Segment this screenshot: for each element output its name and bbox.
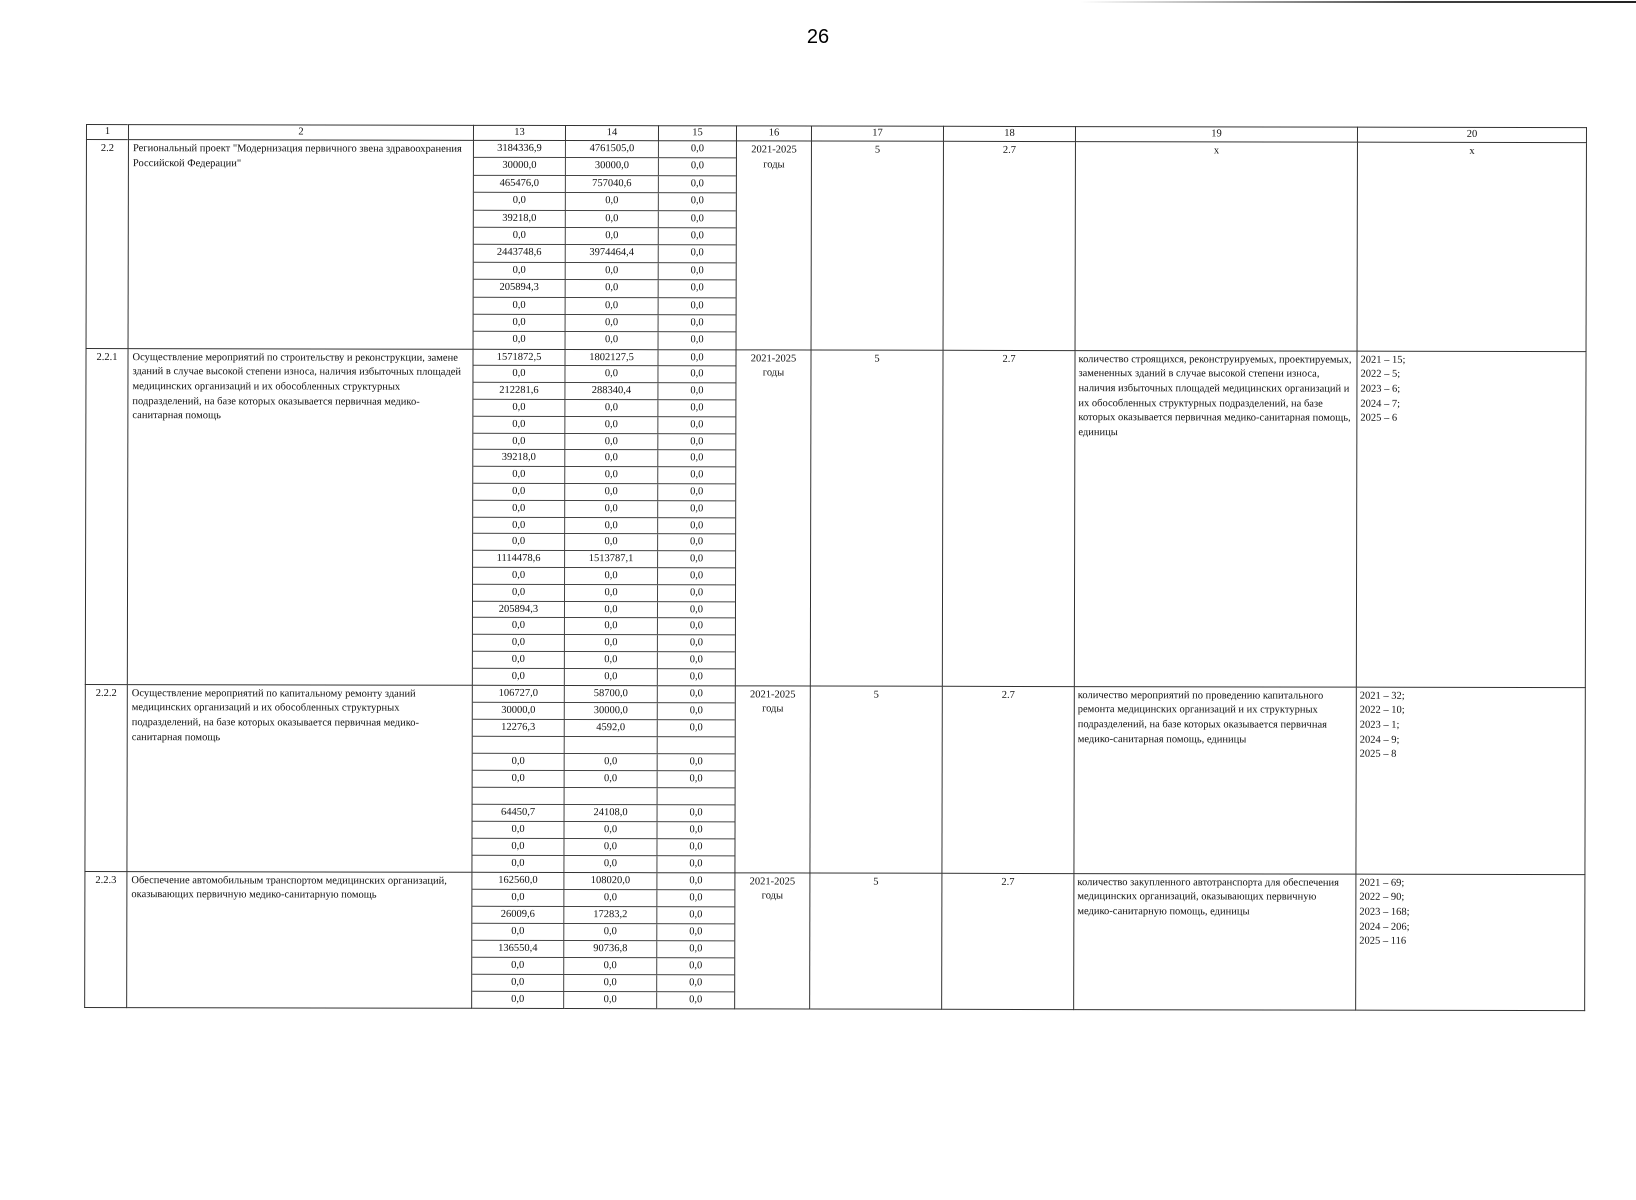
- value-cell: 0,0: [689, 671, 703, 683]
- value-cell: 0,0: [472, 838, 564, 854]
- value-cell: 1513787,1: [565, 551, 658, 567]
- value-cell: 12276,3: [473, 719, 565, 735]
- value-cell: 0,0: [565, 669, 658, 685]
- value-cell: 0,0: [690, 160, 704, 172]
- value-cell: 0,0: [689, 603, 704, 615]
- program-table: [84, 124, 1587, 1011]
- value-line: [472, 923, 734, 941]
- value-line: [473, 669, 735, 685]
- value-cell: 0,0: [565, 822, 658, 838]
- value-line: [473, 383, 735, 400]
- value-line: [474, 280, 736, 298]
- value-cell: 0,0: [689, 959, 703, 971]
- value-cell: 0,0: [473, 669, 565, 685]
- value-cell: 0,0: [473, 484, 565, 500]
- value-cell: 0,0: [689, 654, 703, 666]
- value-cell: 0,0: [690, 419, 704, 431]
- column-header: 13: [473, 125, 565, 140]
- column-17-value: 5: [810, 686, 942, 873]
- target-line: 2025 – 6: [1360, 413, 1398, 425]
- value-line: [473, 804, 735, 822]
- value-cell: 0,0: [690, 486, 704, 498]
- value-cell: 0,0: [565, 754, 658, 770]
- value-stack: [472, 872, 734, 1008]
- value-cell: 0,0: [474, 297, 566, 314]
- target-line: 2025 – 8: [1359, 749, 1397, 761]
- value-cell: 0,0: [472, 991, 564, 1007]
- value-cell: 0,0: [689, 587, 704, 599]
- value-line: [473, 467, 735, 484]
- target-line: 2021 – 69;: [1359, 877, 1405, 889]
- value-cell: 30000,0: [474, 158, 566, 175]
- value-line: [472, 838, 734, 856]
- value-cell: 0,0: [564, 890, 657, 906]
- value-cell: 0,0: [690, 351, 704, 363]
- value-line: [473, 787, 735, 805]
- value-cell: 212281,6: [473, 383, 565, 399]
- value-line: [473, 618, 735, 635]
- value-stack: [472, 685, 734, 872]
- target-line: 2021 – 15;: [1360, 354, 1406, 366]
- value-cell: 0,0: [473, 635, 565, 651]
- value-cell: 0,0: [690, 299, 704, 311]
- value-cell: 3974464,4: [566, 245, 659, 262]
- value-cell: 0,0: [473, 467, 565, 483]
- value-cell: 4761505,0: [566, 141, 659, 158]
- value-cell: 30000,0: [565, 703, 658, 719]
- value-cell: 0,0: [473, 585, 565, 601]
- row-number: 2.2: [86, 140, 128, 349]
- value-line: [473, 753, 735, 771]
- value-cell: 0,0: [565, 400, 658, 416]
- value-cell: 0,0: [690, 230, 704, 242]
- value-cell: 0,0: [689, 687, 703, 699]
- value-cell: 162560,0: [472, 872, 564, 888]
- value-cell: 64450,7: [473, 804, 565, 820]
- value-line: [474, 228, 736, 246]
- value-line: [473, 702, 735, 720]
- target-line: 2024 – 9;: [1359, 734, 1400, 746]
- value-cell: 0,0: [565, 771, 658, 787]
- indicator-targets: [1356, 874, 1585, 1010]
- value-cell: 0,0: [566, 280, 659, 297]
- value-cell: 0,0: [690, 503, 704, 515]
- value-cell: 0,0: [472, 974, 564, 990]
- value-cell: 1802127,5: [565, 350, 658, 366]
- column-header: 20: [1357, 127, 1586, 142]
- value-line: [474, 193, 736, 211]
- value-cell: 0,0: [566, 315, 659, 332]
- value-cell: 0,0: [689, 993, 703, 1005]
- value-cell: 0,0: [690, 368, 704, 380]
- value-cell: 0,0: [565, 534, 658, 550]
- table-row: [85, 871, 1585, 1010]
- value-line: [473, 652, 735, 669]
- column-18-value: 2.7: [942, 686, 1074, 873]
- value-cell: 0,0: [565, 484, 658, 500]
- value-cell: 0,0: [564, 839, 657, 855]
- value-cell: 0,0: [565, 501, 658, 517]
- value-line: [473, 821, 735, 839]
- value-cell: [658, 737, 735, 753]
- value-cell: 0,0: [474, 193, 566, 210]
- period: 2021-2025 годы: [735, 685, 810, 872]
- value-line: [473, 417, 735, 434]
- value-cell: 0,0: [565, 618, 658, 634]
- value-cell: 0,0: [474, 332, 566, 349]
- funding-values: [472, 685, 735, 873]
- value-cell: 30000,0: [473, 702, 565, 718]
- value-cell: 0,0: [565, 652, 658, 668]
- indicator-description: х: [1075, 142, 1357, 351]
- target-line: 2024 – 7;: [1360, 398, 1401, 410]
- value-cell: 2443748,6: [474, 245, 566, 262]
- target-line: 2022 – 90;: [1359, 891, 1405, 904]
- value-cell: 1114478,6: [473, 551, 565, 567]
- value-cell: 0,0: [473, 770, 565, 786]
- value-cell: 0,0: [689, 620, 704, 632]
- column-18-value: 2.7: [943, 141, 1075, 350]
- target-line: 2023 – 168;: [1359, 906, 1410, 918]
- value-cell: [565, 788, 658, 804]
- value-cell: 0,0: [690, 195, 704, 207]
- value-cell: 0,0: [564, 856, 657, 872]
- value-cell: [565, 737, 658, 753]
- value-cell: 0,0: [689, 942, 703, 954]
- indicator-targets: [1357, 142, 1586, 351]
- value-line: [474, 332, 736, 349]
- column-17-value: 5: [810, 350, 943, 686]
- indicator-description: количество закупленного автотранспорта для обеспечения медицинских организаций, оказывающих первичную медико-санитарную помощь, единицы: [1074, 873, 1356, 1010]
- indicator-targets: [1356, 351, 1586, 687]
- indicator-description: количество мероприятий по проведению капитального ремонта медицинских организаций и их структурных подразделений, на базе которых оказывается первичная медико-санитарная помощь, единицы: [1074, 686, 1356, 874]
- value-cell: 0,0: [690, 334, 704, 346]
- value-cell: 0,0: [473, 417, 565, 433]
- value-line: [473, 719, 735, 737]
- value-line: [474, 245, 736, 263]
- value-cell: 17283,2: [564, 907, 657, 923]
- period: 2021-2025 годы: [736, 141, 811, 350]
- value-cell: 0,0: [690, 317, 704, 329]
- value-cell: 0,0: [565, 467, 658, 483]
- value-cell: 0,0: [690, 469, 704, 481]
- value-cell: 0,0: [473, 517, 565, 533]
- value-cell: 0,0: [689, 772, 703, 784]
- value-line: [473, 366, 735, 383]
- column-header: 15: [658, 126, 736, 141]
- value-cell: 0,0: [689, 704, 703, 716]
- value-stack: [474, 141, 736, 349]
- target-line: 2023 – 6;: [1360, 383, 1401, 395]
- value-line: [472, 906, 734, 924]
- value-cell: 0,0: [473, 568, 565, 584]
- column-header: 18: [943, 126, 1075, 141]
- value-line: [474, 315, 736, 333]
- indicator-targets: [1356, 687, 1585, 874]
- value-cell: 0,0: [690, 143, 705, 155]
- value-cell: 205894,3: [474, 280, 566, 297]
- value-cell: 0,0: [690, 402, 704, 414]
- value-cell: 0,0: [565, 434, 658, 450]
- target-line: 2025 – 116: [1359, 936, 1407, 948]
- value-cell: 0,0: [474, 263, 566, 280]
- value-cell: 757040,6: [566, 176, 659, 193]
- value-line: [474, 297, 736, 315]
- value-cell: 0,0: [474, 228, 566, 245]
- funding-values: [472, 872, 735, 1009]
- column-17-value: 5: [810, 873, 942, 1009]
- value-cell: 0,0: [689, 874, 703, 886]
- value-cell: 0,0: [566, 228, 659, 245]
- value-cell: 0,0: [690, 435, 704, 447]
- value-line: [473, 770, 735, 788]
- value-cell: 39218,0: [473, 450, 565, 466]
- column-header: 17: [811, 126, 943, 141]
- value-cell: 465476,0: [474, 176, 566, 193]
- value-cell: 1571872,5: [473, 349, 565, 365]
- value-cell: 30000,0: [566, 158, 659, 175]
- value-cell: 0,0: [564, 958, 657, 974]
- value-line: [473, 517, 735, 534]
- value-line: [472, 974, 734, 992]
- value-cell: 0,0: [473, 366, 565, 382]
- value-line: [473, 551, 735, 568]
- column-header: 2: [128, 125, 473, 141]
- scan-edge-line: [1080, 1, 1636, 3]
- row-number: 2.2.3: [85, 871, 127, 1007]
- value-cell: 0,0: [473, 534, 565, 550]
- value-cell: 0,0: [473, 433, 565, 449]
- value-cell: 0,0: [564, 992, 657, 1008]
- value-cell: [658, 788, 735, 804]
- target-line: 2022 – 10;: [1359, 704, 1405, 717]
- value-line: [474, 158, 736, 176]
- value-cell: [473, 736, 565, 752]
- value-cell: 4592,0: [565, 720, 658, 736]
- column-header: 14: [565, 126, 658, 141]
- table-row: [85, 684, 1585, 874]
- value-line: [473, 568, 735, 585]
- value-line: [473, 400, 735, 417]
- target-line: 2022 – 5;: [1360, 369, 1401, 381]
- value-cell: 0,0: [566, 193, 659, 210]
- value-cell: 136550,4: [472, 940, 564, 956]
- value-cell: 0,0: [565, 585, 658, 601]
- value-line: [474, 263, 736, 281]
- value-cell: 0,0: [473, 753, 565, 769]
- column-header: 19: [1075, 127, 1357, 143]
- value-cell: 0,0: [564, 975, 657, 991]
- value-cell: 90736,8: [564, 941, 657, 957]
- target-line: 2021 – 32;: [1359, 690, 1405, 702]
- value-line: [472, 957, 734, 975]
- value-line: [473, 736, 735, 754]
- value-line: [473, 450, 735, 467]
- value-cell: 0,0: [690, 452, 704, 464]
- value-cell: 0,0: [565, 635, 658, 651]
- row-title: Осуществление мероприятий по строительству и реконструкции, замене зданий в случае высокой степени износа, наличия избыточных площадей медицинских организаций и их обособленных структурных подразделений, на базе которых оказывается первичная медико-санитарная помощь: [127, 348, 473, 685]
- value-cell: 0,0: [472, 889, 564, 905]
- value-line: [473, 484, 735, 501]
- period: 2021-2025 годы: [735, 350, 811, 686]
- value-cell: 0,0: [565, 602, 658, 618]
- funding-values: [472, 349, 736, 685]
- value-cell: 0,0: [689, 857, 703, 869]
- value-cell: 0,0: [689, 908, 703, 920]
- value-cell: 0,0: [473, 501, 565, 517]
- value-line: [474, 176, 736, 194]
- value-cell: 0,0: [690, 385, 704, 397]
- value-cell: 0,0: [689, 823, 703, 835]
- row-title: Обеспечение автомобильным транспортом медицинских организаций, оказывающих первичную медико-санитарную помощь: [127, 871, 472, 1008]
- value-cell: 108020,0: [564, 873, 657, 889]
- value-line: [473, 501, 735, 518]
- value-cell: 0,0: [473, 821, 565, 837]
- table-row: [85, 348, 1586, 687]
- period: 2021-2025 годы: [735, 872, 810, 1008]
- target-line: 2024 – 206;: [1359, 921, 1410, 933]
- value-cell: 0,0: [473, 618, 565, 634]
- value-cell: 0,0: [564, 924, 657, 940]
- value-cell: 0,0: [690, 536, 704, 548]
- value-line: [474, 210, 736, 228]
- value-line: [472, 889, 734, 907]
- value-line: [473, 685, 735, 703]
- row-number: 2.2.2: [85, 684, 127, 871]
- value-cell: 39218,0: [474, 210, 566, 227]
- column-header: 16: [736, 126, 811, 141]
- value-cell: 0,0: [690, 553, 704, 565]
- value-cell: 0,0: [689, 840, 703, 852]
- value-cell: 0,0: [690, 282, 704, 294]
- value-cell: 0,0: [690, 178, 704, 190]
- value-line: [472, 872, 734, 890]
- value-cell: 0,0: [566, 332, 659, 349]
- value-cell: 0,0: [690, 265, 704, 277]
- value-cell: 0,0: [689, 806, 703, 818]
- value-line: [472, 991, 734, 1008]
- value-cell: 0,0: [474, 315, 566, 332]
- value-cell: 288340,4: [565, 383, 658, 399]
- indicator-description: количество строящихся, реконструируемых, проектируемых, замененных зданий в случае высокой степени износа, наличия избыточных площадей медицинских организаций и их обособленных структурных подразделений, на базе которых оказывается первичная медико-санитарная помощь, единицы: [1074, 350, 1357, 687]
- value-cell: 0,0: [472, 957, 564, 973]
- funding-values: [473, 140, 736, 349]
- value-cell: 3184336,9: [474, 141, 566, 158]
- value-cell: 106727,0: [473, 685, 565, 701]
- value-cell: 0,0: [566, 263, 659, 280]
- value-cell: 205894,3: [473, 601, 565, 617]
- value-cell: 0,0: [689, 637, 703, 649]
- value-cell: 0,0: [566, 211, 659, 228]
- value-cell: 0,0: [689, 570, 704, 582]
- page-number: 26: [806, 26, 830, 48]
- value-cell: 0,0: [565, 417, 658, 433]
- value-cell: 0,0: [565, 568, 658, 584]
- value-cell: 0,0: [565, 450, 658, 466]
- value-cell: 0,0: [689, 891, 703, 903]
- value-cell: 24108,0: [565, 805, 658, 821]
- column-18-value: 2.7: [942, 350, 1075, 686]
- value-line: [473, 601, 735, 618]
- value-cell: 0,0: [565, 518, 658, 534]
- value-line: [473, 534, 735, 551]
- column-header: 1: [86, 125, 128, 140]
- value-cell: 0,0: [566, 298, 659, 315]
- column-17-value: 5: [811, 141, 943, 350]
- value-line: [473, 585, 735, 602]
- row-title: Осуществление мероприятий по капитальному ремонту зданий медицинских организаций и их обособленных структурных подразделений, на базе которых оказывается первичная медико-санитарная помощь: [127, 684, 472, 872]
- value-cell: 0,0: [690, 519, 704, 531]
- value-cell: 0,0: [690, 212, 704, 224]
- target-line: х: [1469, 145, 1475, 157]
- value-cell: 0,0: [689, 721, 703, 733]
- target-line: 2023 – 1;: [1359, 719, 1400, 731]
- row-title: Региональный проект "Модернизация первичного звена здравоохранения Российской Федерации": [128, 140, 473, 349]
- value-cell: 0,0: [472, 855, 564, 871]
- value-cell: 0,0: [473, 400, 565, 416]
- value-line: [474, 141, 736, 159]
- value-cell: 0,0: [472, 923, 564, 939]
- value-line: [473, 635, 735, 652]
- value-line: [472, 855, 734, 872]
- value-cell: 58700,0: [565, 686, 658, 702]
- row-number: 2.2.1: [85, 348, 128, 684]
- table-row: [86, 140, 1586, 352]
- column-18-value: 2.7: [942, 873, 1074, 1009]
- value-cell: 0,0: [473, 652, 565, 668]
- value-cell: 0,0: [565, 366, 658, 382]
- value-line: [473, 433, 735, 450]
- value-cell: 0,0: [690, 247, 704, 259]
- value-cell: 0,0: [689, 755, 703, 767]
- value-stack: [473, 349, 736, 684]
- value-line: [473, 349, 735, 366]
- value-cell: [473, 787, 565, 803]
- value-line: [472, 940, 734, 958]
- value-cell: 26009,6: [472, 906, 564, 922]
- value-cell: 0,0: [689, 976, 703, 988]
- value-cell: 0,0: [689, 925, 703, 937]
